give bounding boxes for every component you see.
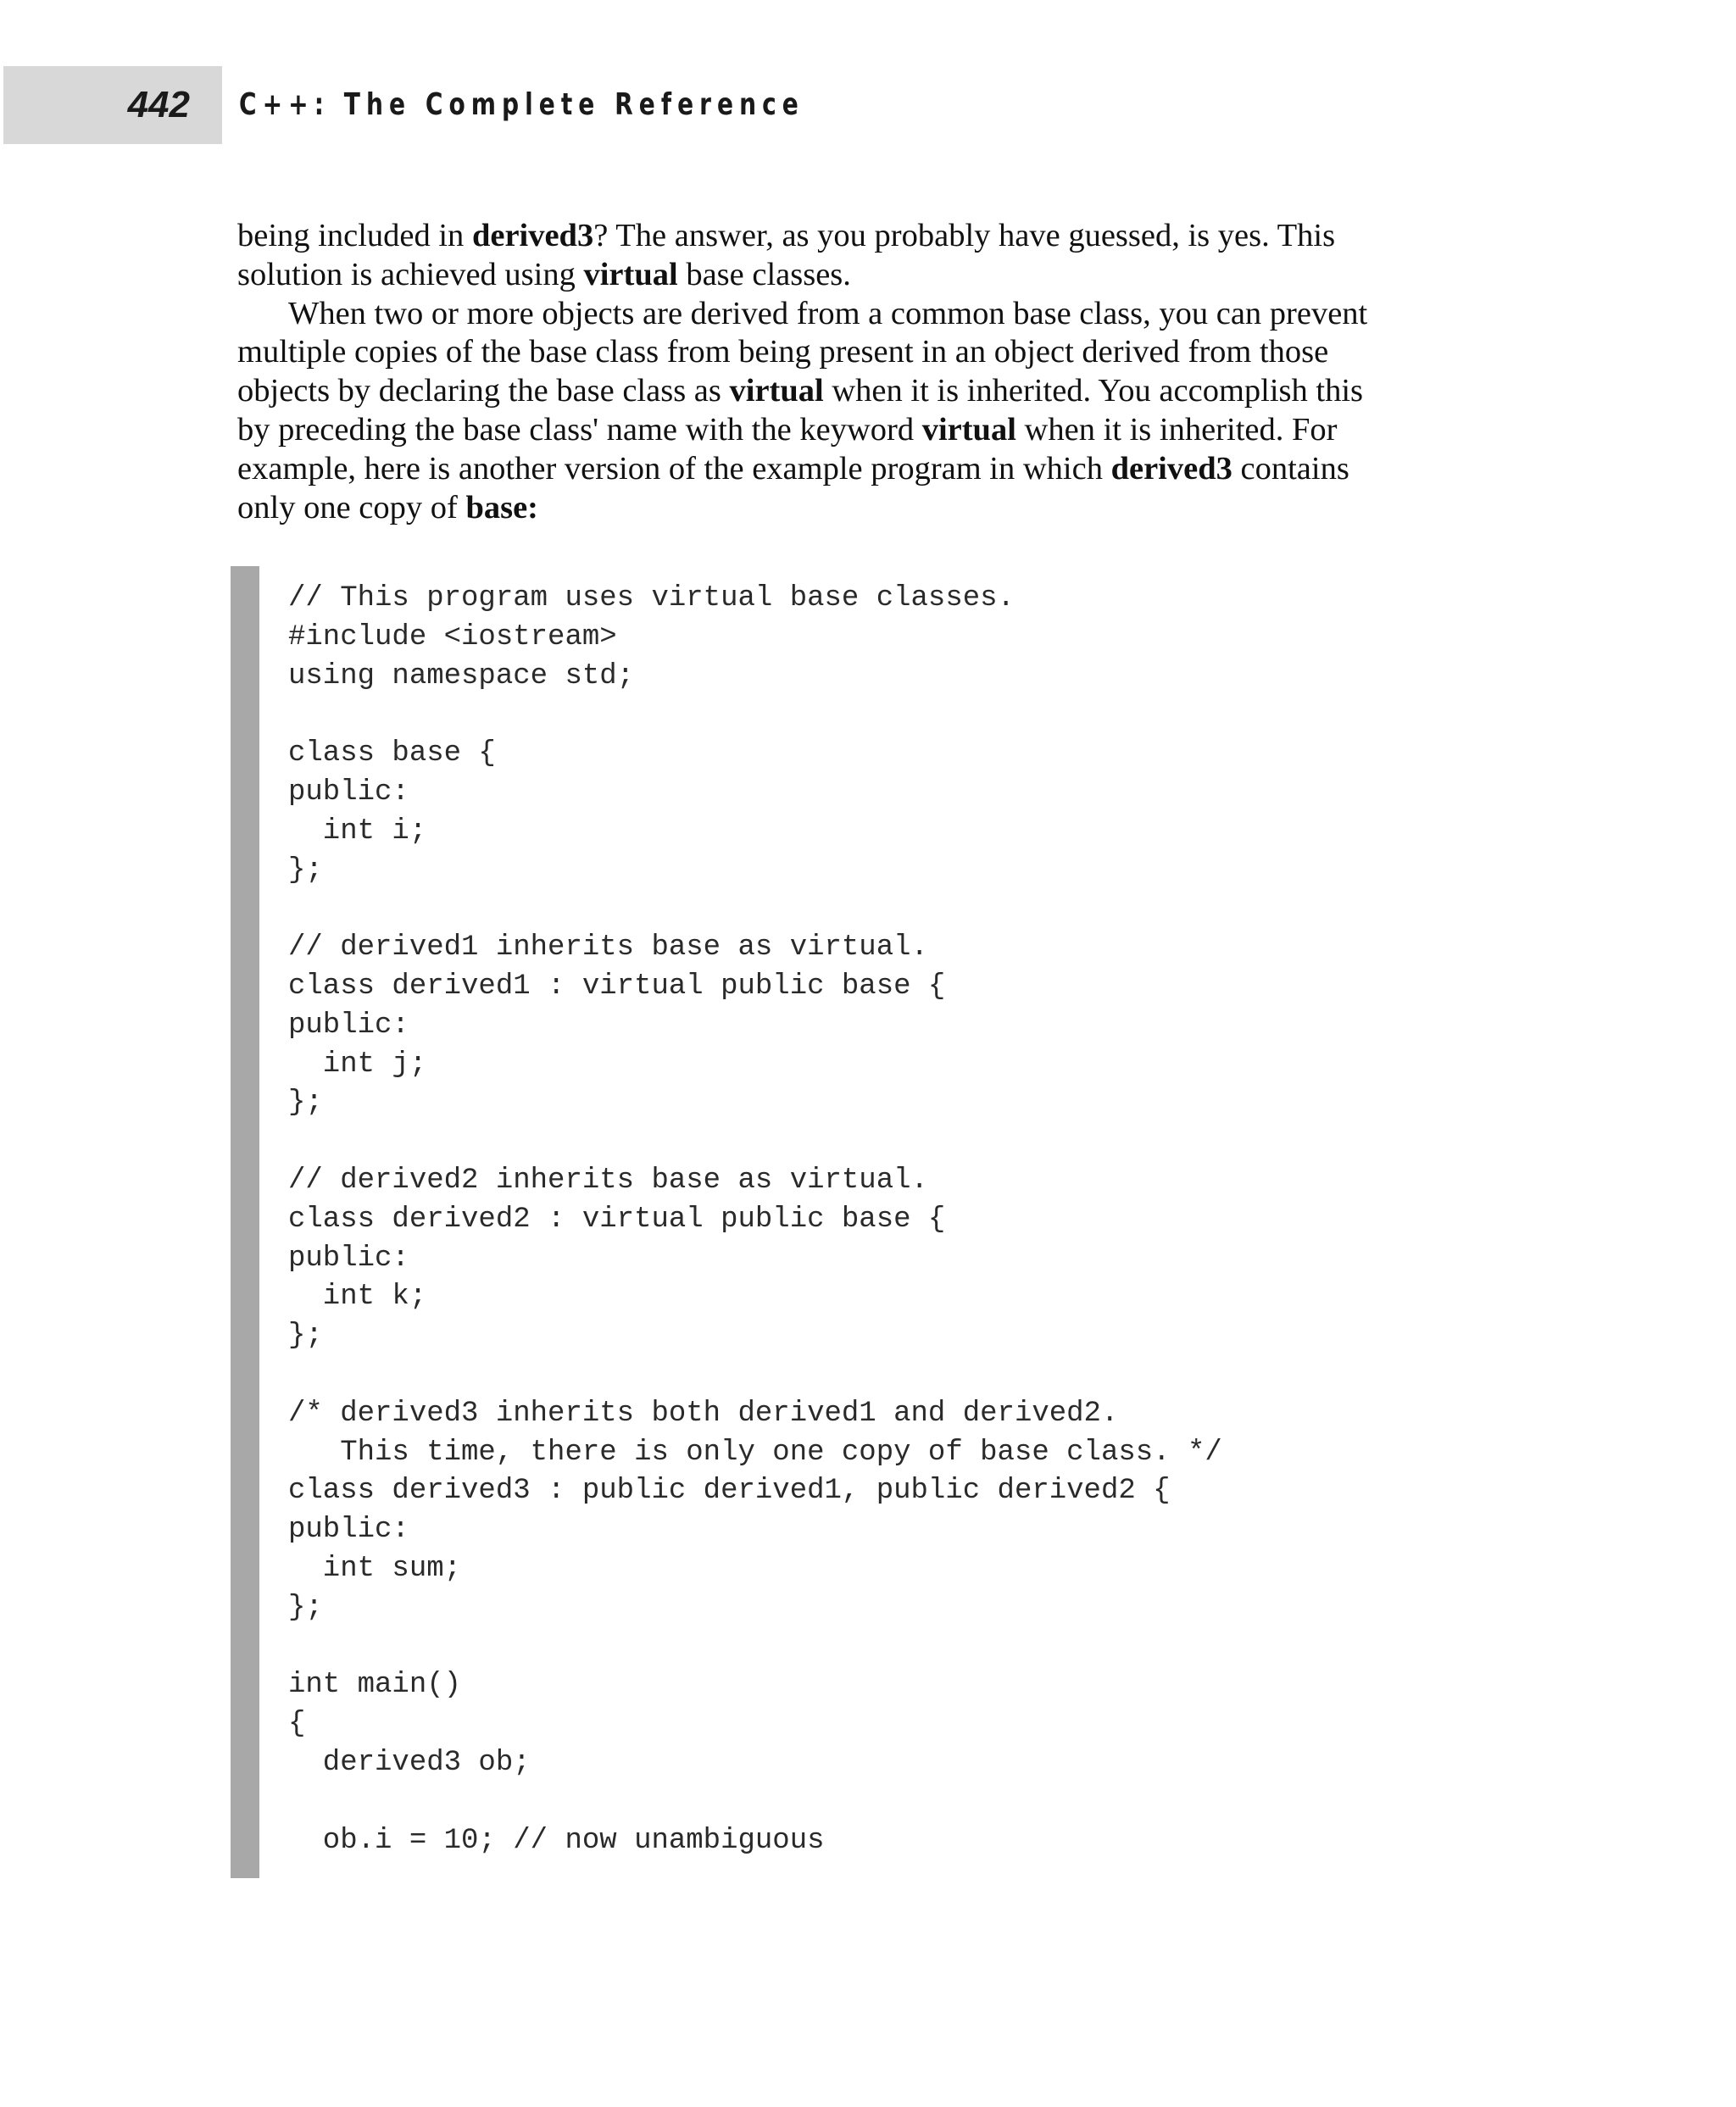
code-line: }; xyxy=(288,1087,323,1120)
code-line: int i; xyxy=(288,814,427,848)
code-line: class derived3 : public derived1, public derived2 { xyxy=(288,1475,1171,1508)
code-line: public: xyxy=(288,776,409,809)
bold-term: derived3 xyxy=(471,218,594,253)
code-line xyxy=(288,890,1222,929)
code-line xyxy=(288,1628,1222,1667)
text-run: ? The answer, as you probably have guessed, is yes. This xyxy=(593,218,1336,253)
text-run: objects by declaring the base class as xyxy=(237,373,730,409)
code-line: public: xyxy=(288,1009,409,1042)
text-run: only one copy of xyxy=(237,489,466,525)
text-run: multiple copies of the base class from being present in an object derived from those xyxy=(237,334,1329,370)
bold-term: virtual xyxy=(729,373,824,409)
code-line: int k; xyxy=(288,1281,427,1314)
code-line xyxy=(288,1123,1222,1162)
code-line: int j; xyxy=(288,1048,427,1081)
code-line: }; xyxy=(288,1591,323,1624)
text-run: solution is achieved using xyxy=(237,256,584,292)
code-line: public: xyxy=(288,1242,409,1275)
body-text xyxy=(237,217,1483,527)
running-head: C++: The Complete Reference xyxy=(239,87,804,122)
code-line: { xyxy=(288,1708,306,1741)
bold-term: derived3 xyxy=(1110,450,1232,486)
paragraph-1-line-2 xyxy=(237,256,1483,295)
bold-term: virtual xyxy=(583,256,678,292)
page-number: 442 xyxy=(127,84,190,125)
code-line: class base { xyxy=(288,737,496,770)
code-line: /* derived3 inherits both derived1 and derived2. xyxy=(288,1397,1119,1430)
text-run: being included in xyxy=(237,218,472,253)
code-line: int main() xyxy=(288,1669,462,1702)
code-line: derived3 ob; xyxy=(288,1746,531,1779)
paragraph-2-line-4 xyxy=(237,411,1483,450)
paragraph-2-line-1 xyxy=(237,295,1483,334)
code-line xyxy=(288,1783,1222,1822)
text-run: When two or more objects are derived from a common base class, you can prevent xyxy=(288,295,1368,331)
paragraph-2-line-5 xyxy=(237,450,1483,489)
text-run: example, here is another version of the example program in which xyxy=(237,450,1111,486)
code-line: public: xyxy=(288,1514,409,1547)
code-line: int sum; xyxy=(288,1552,462,1585)
paragraph-2-line-2 xyxy=(237,333,1483,372)
code-listing-bar xyxy=(231,566,259,1878)
code-line: ob.i = 10; // now unambiguous xyxy=(288,1824,825,1857)
code-line: class derived2 : virtual public base { xyxy=(288,1203,946,1236)
bold-term: virtual xyxy=(921,411,1016,448)
code-line: using namespace std; xyxy=(288,659,635,692)
code-line: #include <iostream> xyxy=(288,620,617,653)
bold-term: base: xyxy=(465,489,539,525)
code-listing xyxy=(288,580,1222,1860)
paragraph-2-line-6 xyxy=(237,489,1483,528)
text-run: base classes. xyxy=(677,256,851,292)
code-line: This time, there is only one copy of base class. */ xyxy=(288,1436,1222,1469)
paragraph-2-line-3 xyxy=(237,372,1483,411)
code-line: }; xyxy=(288,853,323,887)
text-run: by preceding the base class' name with the keyword xyxy=(237,411,922,448)
code-line: class derived1 : virtual public base { xyxy=(288,970,946,1003)
code-line xyxy=(288,696,1222,735)
page-number-tab xyxy=(3,66,222,144)
code-line: // This program uses virtual base classes. xyxy=(288,582,1015,614)
text-run: when it is inherited. For xyxy=(1015,411,1338,448)
paragraph-1-line-1 xyxy=(237,217,1483,256)
code-line: // derived2 inherits base as virtual. xyxy=(288,1164,928,1197)
code-line: // derived1 inherits base as virtual. xyxy=(288,931,928,965)
text-run: when it is inherited. You accomplish this xyxy=(823,373,1364,409)
code-line xyxy=(288,1356,1222,1395)
text-run: contains xyxy=(1232,450,1349,486)
code-line: }; xyxy=(288,1320,323,1353)
